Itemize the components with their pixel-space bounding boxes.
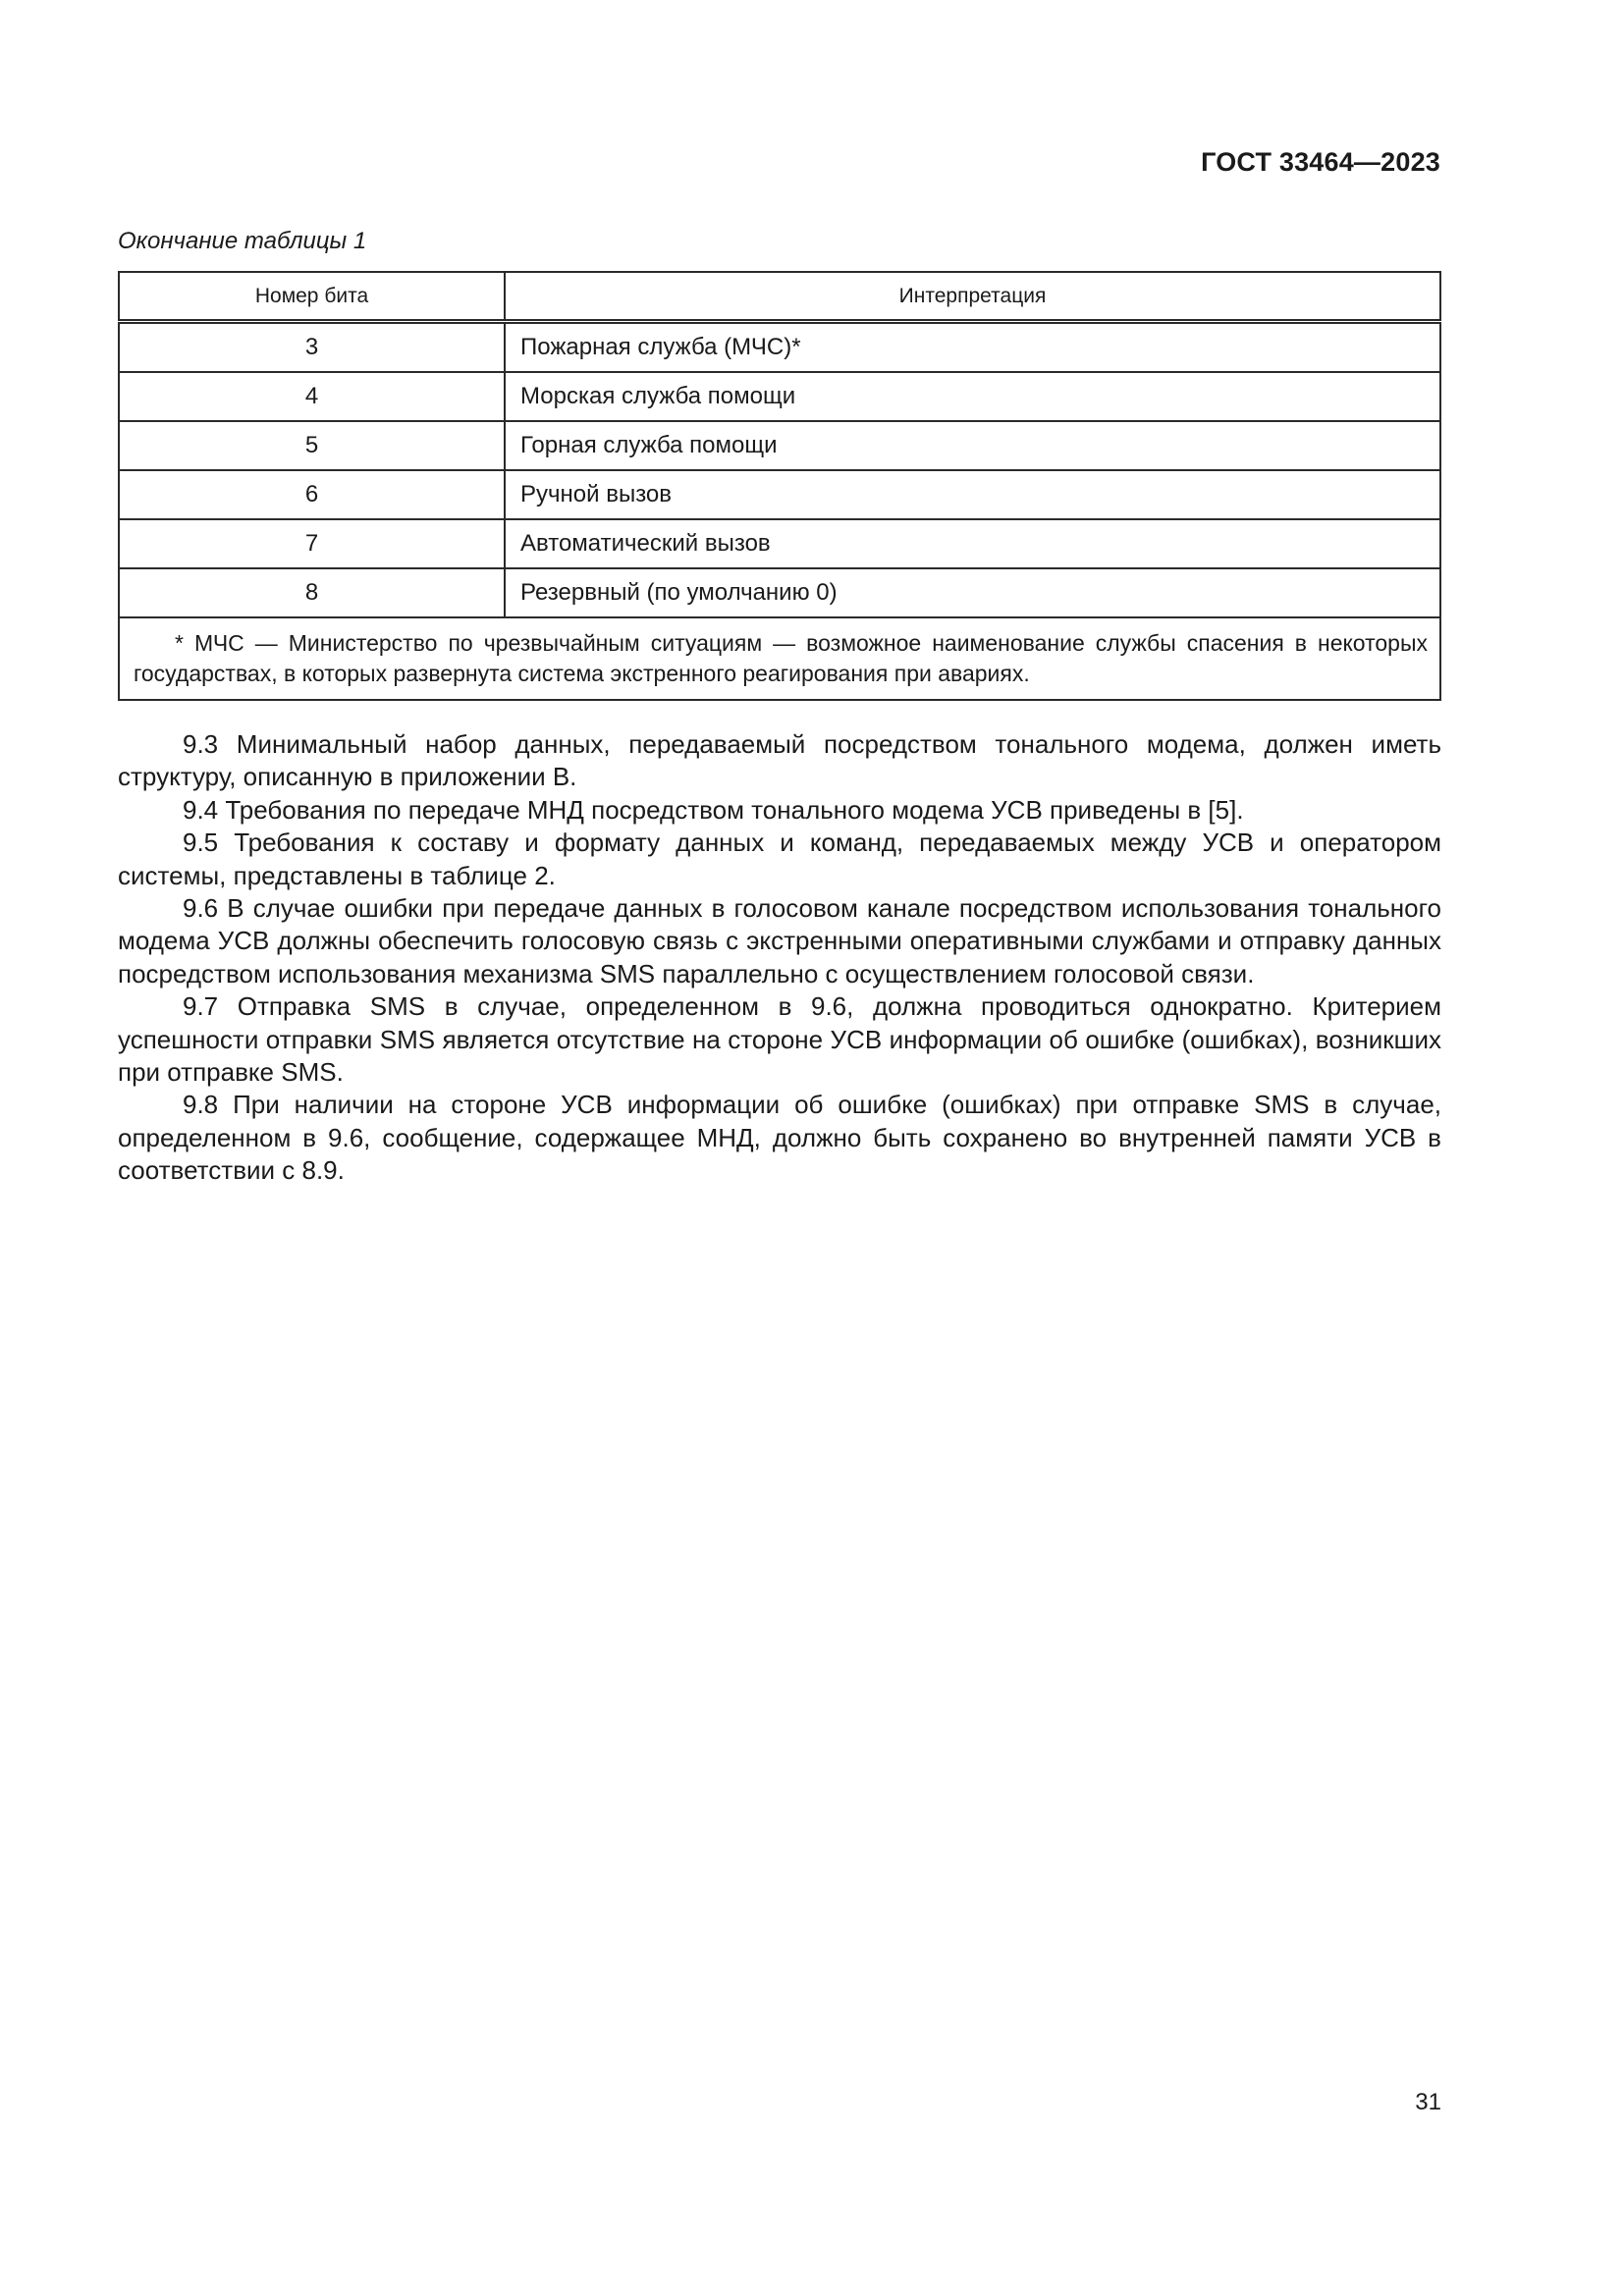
interpretation-cell: Ручной вызов bbox=[505, 470, 1440, 519]
table-row bbox=[119, 568, 1440, 617]
table-row bbox=[119, 470, 1440, 519]
table-row bbox=[119, 372, 1440, 421]
bit-number-cell: 8 bbox=[119, 568, 505, 617]
document-code: ГОСТ 33464—2023 bbox=[1201, 147, 1440, 177]
paragraph-9-3: 9.3 Минимальный набор данных, передаваемый посредством тонального модема, должен иметь структуру, описанную в приложении В. bbox=[118, 729, 1441, 792]
page-number: 31 bbox=[1415, 2089, 1441, 2115]
interpretation-cell: Пожарная служба (МЧС)* bbox=[505, 322, 1440, 373]
paragraph-9-8: 9.8 При наличии на стороне УСВ информации об ошибке (ошибках) при отправке SMS в случае, определенном в 9.6, сообщение, содержащее МНД, должно быть сохранено во внутренней памяти УСВ в соответствии с 8.9. bbox=[118, 1090, 1441, 1186]
paragraph-9-7: 9.7 Отправка SMS в случае, определенном в 9.6, должна проводиться однократно. Критерием успешности отправки SMS является отсутствие на стороне УСВ информации об ошибке (ошибках), возникших при отправке SMS. bbox=[118, 991, 1441, 1088]
paragraph-9-6: 9.6 В случае ошибки при передаче данных в голосовом канале посредством использования тонального модема УСВ должны обеспечить голосовую связь с экстренными оперативными службами и отправку данных посредством использования механизма SMS параллельно с осуществлением голосовой связи. bbox=[118, 893, 1441, 988]
bits-table bbox=[118, 271, 1441, 701]
interpretation-cell: Горная служба помощи bbox=[505, 421, 1440, 470]
table-row bbox=[119, 322, 1440, 373]
table-footnote: * МЧС — Министерство по чрезвычайным ситуациям — возможное наименование службы спасения в некоторых государствах, в которых развернута система экстренного реагирования при авариях. bbox=[119, 617, 1440, 700]
interpretation-cell: Морская служба помощи bbox=[505, 372, 1440, 421]
table-row bbox=[119, 519, 1440, 568]
table-caption: Окончание таблицы 1 bbox=[118, 228, 367, 254]
paragraph-9-4: 9.4 Требования по передаче МНД посредством тонального модема УСВ приведены в [5]. bbox=[183, 794, 1244, 825]
table-footnote-row bbox=[119, 617, 1440, 700]
body-text bbox=[118, 728, 1441, 1188]
interpretation-cell: Резервный (по умолчанию 0) bbox=[505, 568, 1440, 617]
table-header-row bbox=[119, 272, 1440, 322]
bit-number-cell: 7 bbox=[119, 519, 505, 568]
column-header-bit-number: Номер бита bbox=[119, 272, 505, 322]
bit-number-cell: 3 bbox=[119, 322, 505, 373]
interpretation-cell: Автоматический вызов bbox=[505, 519, 1440, 568]
bit-number-cell: 6 bbox=[119, 470, 505, 519]
table-row bbox=[119, 421, 1440, 470]
column-header-interpretation: Интерпретация bbox=[505, 272, 1440, 322]
bit-number-cell: 4 bbox=[119, 372, 505, 421]
bit-number-cell: 5 bbox=[119, 421, 505, 470]
paragraph-9-5: 9.5 Требования к составу и формату данных и команд, передаваемых между УСВ и оператором системы, представлены в таблице 2. bbox=[118, 828, 1441, 890]
